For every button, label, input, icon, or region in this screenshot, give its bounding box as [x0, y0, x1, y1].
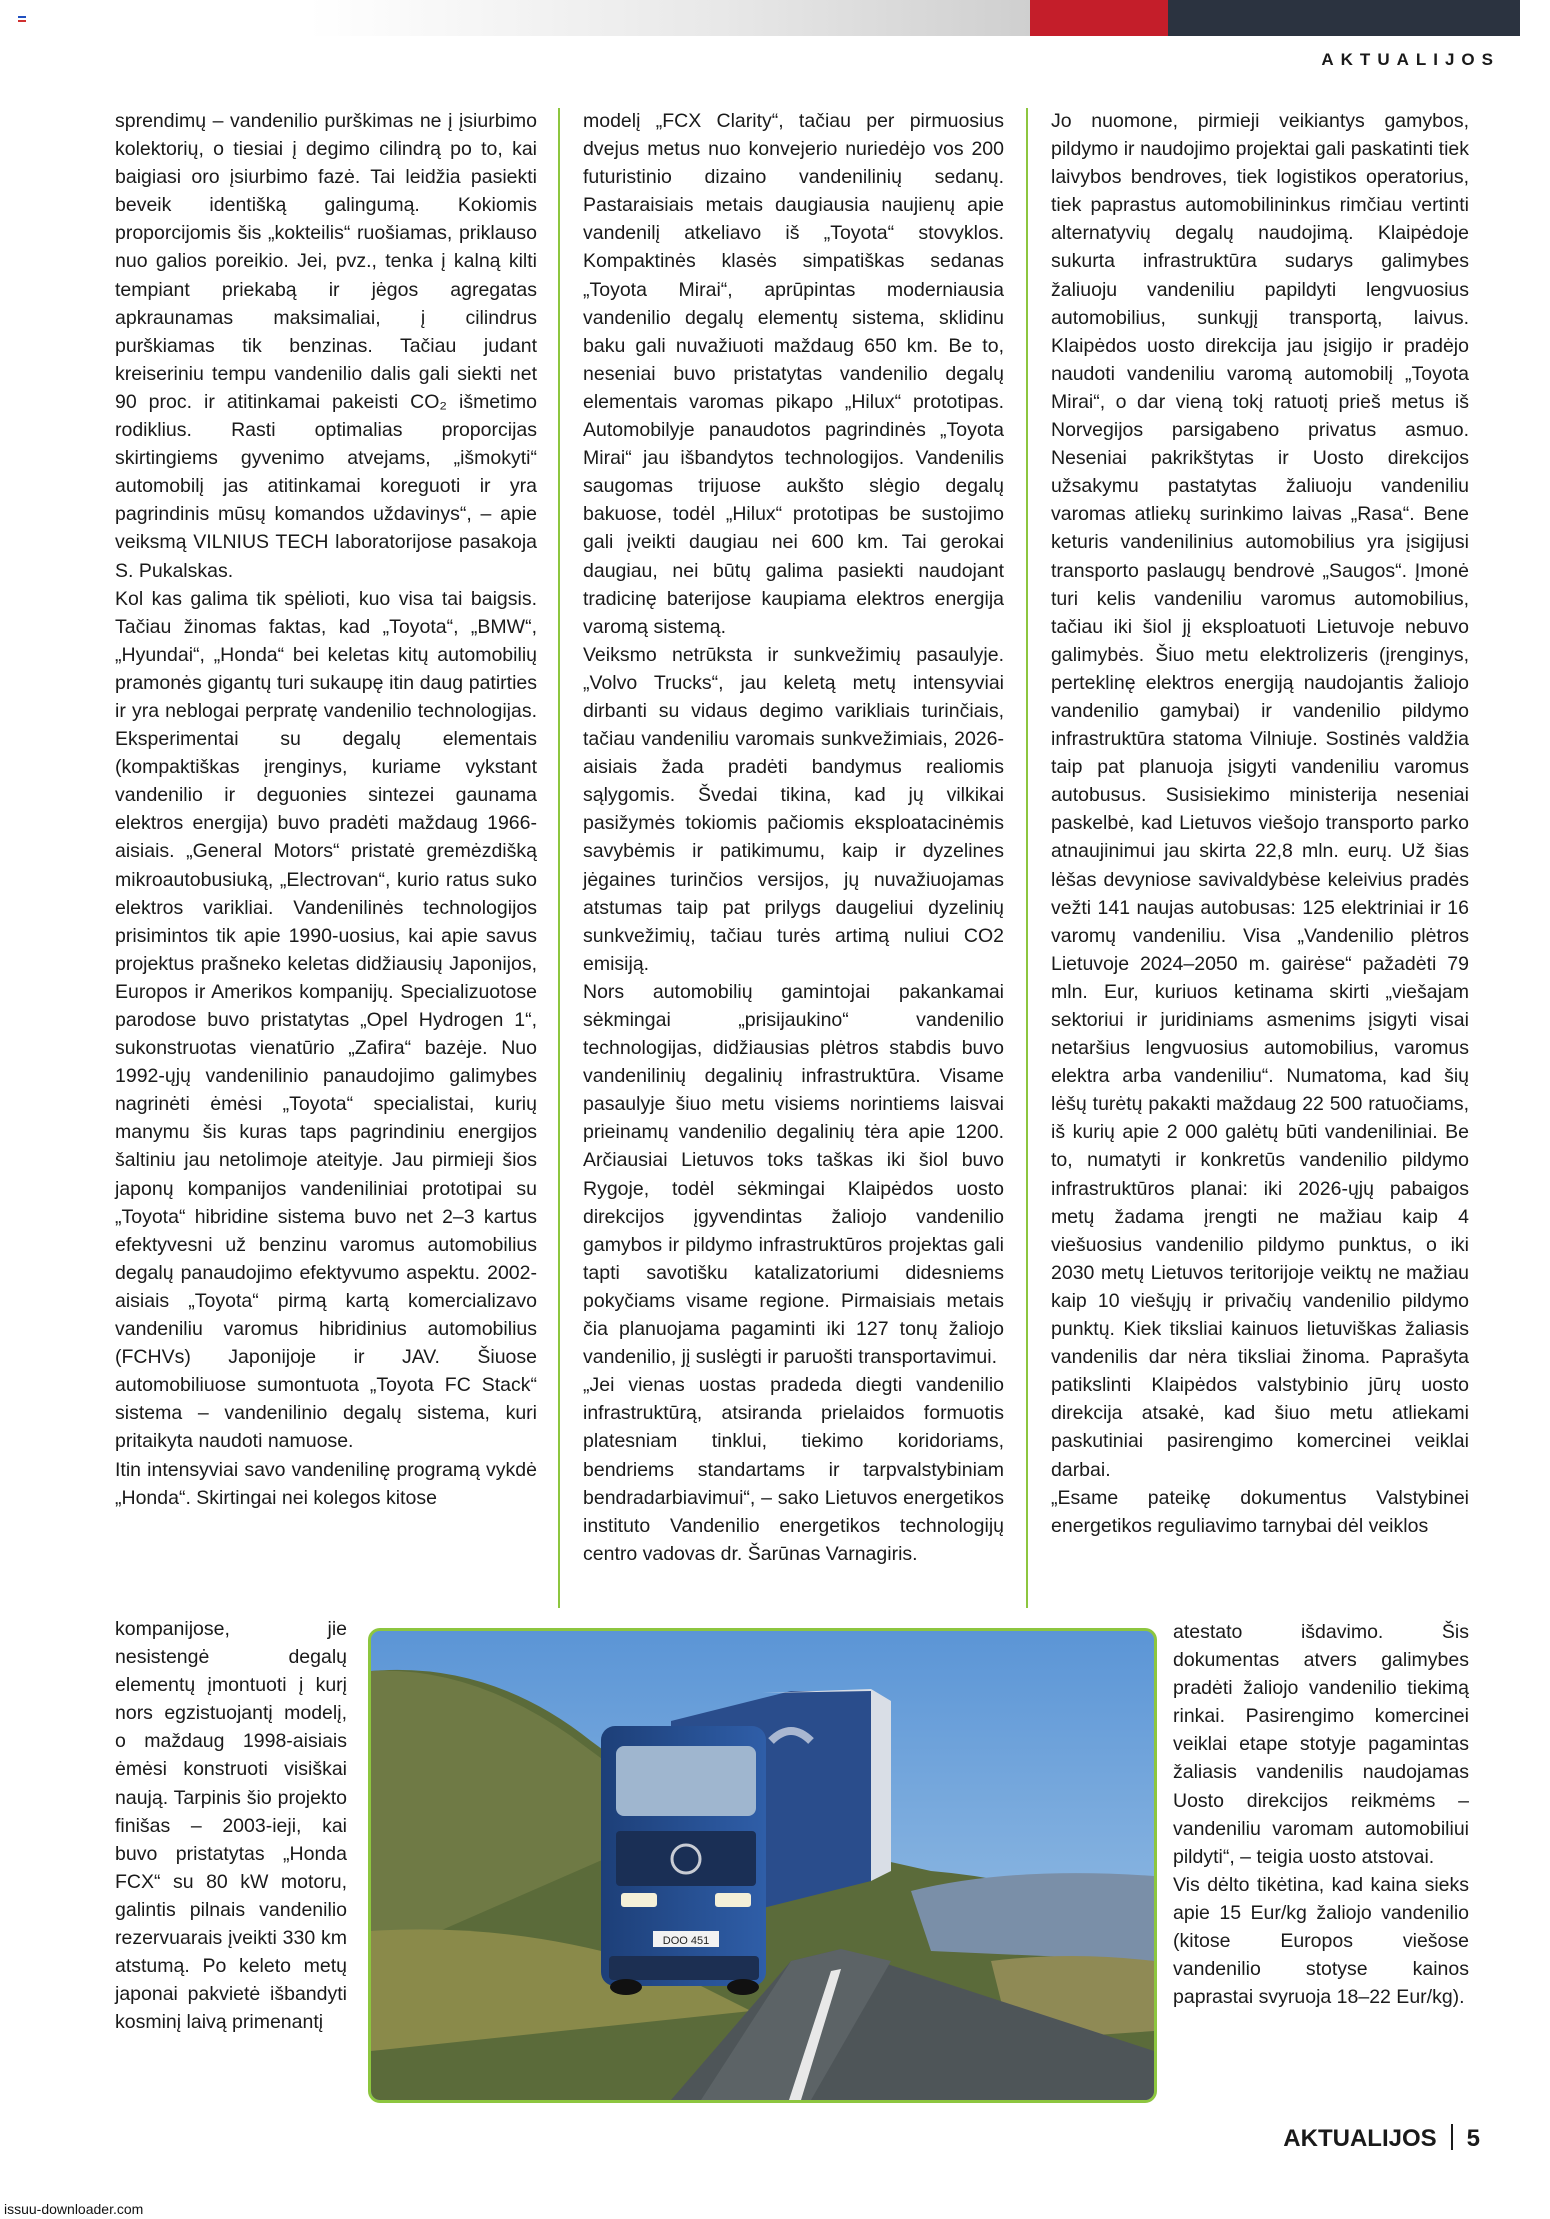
paragraph: modelį „FCX Clarity“, tačiau per pirmuosius dvejus metus nuo konvejerio nuriedėjo vos 200 futuristinio dizaino vandenilinių sedanų. Pastaraisiais metais daugiausia naujienų apie vandenilį atkeliavo iš „Toyota“ stovyklos. Kompaktinės klasės simpatiškas sedanas „Toyota Mirai“, aprūpintas moderniausia vandenilio degalų elementų sistema, sklidinu baku gali nuvažiuoti maždaug 650 km. Be to, neseniai buvo pristatytas vandenilio degalų elementais varomas pikapo „Hilux“ prototipas. Automobilyje panaudotos pagrindinės „Toyota Mirai“ jau išbandytos technologijos. Vandenilis saugomas trijuose aukšto slėgio degalų bakuose, todėl „Hilux“ prototipas be sustojimo gali įveikti daugiau nei 600 km. Tai gerokai daugiau, nei būtų galima pasiekti naudojant tradicinę baterijose kaupiama elektros energija varomą sistemą.	[583, 110, 1004, 638]
top-decorative-bar	[0, 0, 1550, 36]
article-column-2	[583, 107, 1004, 1568]
column-divider	[558, 108, 560, 1608]
article-column-1-wrap	[115, 1615, 347, 2036]
page-footer	[1283, 2124, 1480, 2153]
corner-mark-icon	[18, 16, 26, 18]
paragraph: atestato išdavimo. Šis dokumentas atvers galimybes pradėti žaliojo vandenilio tiekimą rinkai. Pasirengimo komercinei veiklai etape stotyje pagamintas žaliasis vandenilis naudojamas Uosto direkcijos reikmėms – vandeniliu varomam automobiliui pildyti“, – teigia uosto atstovai.	[1173, 1621, 1469, 1868]
top-bar-gradient	[0, 0, 1030, 36]
paragraph: Vis dėlto tikėtina, kad kaina sieks apie 15 Eur/kg žaliojo vandenilio (kitose Europos viešose vandenilio stotyse kainos paprastai svyruoja 18–22 Eur/kg).	[1173, 1873, 1469, 2009]
paragraph: Nors automobilių gamintojai pakankamai sėkmingai „prisijaukino“ vandenilio technologijas, didžiausias plėtros stabdis buvo vandenilinių degalinių infrastruktūra. Visame pasaulyje šiuo metu visiems norintiems laisvai prieinamų vandenilio degalinių tėra apie 1200. Arčiausiai Lietuvos toks taškas iki šiol buvo Rygoje, todėl sėkmingai Klaipėdos uosto direkcijos įgyvendintas žaliojo vandenilio gamybos ir pildymo infrastruktūros projektas gali tapti savotišku katalizatoriumi didesniems pokyčiams visame regione. Pirmaisiais metais čia planuojama pagaminti iki 127 tonų žaliojo vandenilio, jį suslėgti ir paruošti transportavimui.	[583, 980, 1004, 1369]
article-column-3-wrap	[1173, 1618, 1469, 2011]
footer-section: AKTUALIJOS	[1283, 2125, 1437, 2152]
paragraph: Kol kas galima tik spėlioti, kuo visa tai baigsis. Tačiau žinomas faktas, kad „Toyota“, „BMW“, „Hyundai“, „Honda“ bei keletas kitų automobilių pramonės gigantų turi sukaupę itin daug patirties ir yra neblogai perpratę vandenilio technologijas. Eksperimentai su degalų elementais (kompaktiškas įrenginys, kuriame vykstant vandenilio ir deguonies sintezei gaunama elektros energija) buvo pradėti maždaug 1966-aisiais. „General Motors“ pristatė gremėzdišką mikroautobusiuką, „Electrovan“, kurio ratus suko elektros varikliai. Vandenilinės technologijos prisimintos tik apie 1990-uosius, kai apie savus projektus prašneko keletas didžiausių Japonijos, Europos ir Amerikos kompanijų. Specializuotose parodose buvo pristatytas „Opel Hydrogen 1“, sukonstruotas vienatūrio „Zafira“ bazėje. Nuo 1992-ųjų vandenilinio panaudojimo galimybes nagrinėti ėmėsi „Toyota“ specialistai, kurių manymu šis kuras taps pagrindiniu energijos šaltiniu jau netolimoje ateityje. Jau pirmieji šios japonų kompanijos vandeniliniai prototipai su „Toyota“ hibridine sistema buvo net 2–3 kartus efektyvesni už benzinu varomus automobilius degalų panaudojimo efektyvumo aspektu. 2002-aisiais „Toyota“ pirmą kartą komercializavo vandeniliu varomus hibridinius automobilius (FCHVs) Japonijoje ir JAV. Šiuose automobiliuose sumontuota „Toyota FC Stack“ sistema – vandenilinio degalų sistema, kuri pritaikyta naudoti namuose.	[115, 587, 537, 1453]
paragraph: Veiksmo netrūksta ir sunkvežimių pasaulyje. „Volvo Trucks“, jau keletą metų intensyviai dirbanti su vidaus degimo varikliais turinčiais, tačiau vandeniliu varomais sunkvežimiais, 2026-aisiais žada pradėti bandymus realiomis sąlygomis. Švedai tikina, kad jų vilkikai pasižymės tokiomis pačiomis eksploatacinėmis savybėmis ir patikimumu, kaip ir dyzelines jėgaines turinčios versijos, jų nuvažiuojamas atstumas taip pat prilygs daugeliui dyzelinių sunkvežimių, tačiau turės artimą nuliui CO2 emisiją.	[583, 643, 1004, 975]
paragraph: „Jei vienas uostas pradeda diegti vandenilio infrastruktūrą, atsiranda prielaidos formuotis platesniam tinklui, tiekimo koridoriams, bendriems standartams ir tarpvalstybiniam bendradarbiavimui“, – sako Lietuvos energetikos instituto Vandenilio energetikos technologijų centro vadovas dr. Šarūnas Varnagiris.	[583, 1374, 1004, 1565]
article-column-1	[115, 107, 537, 1512]
footer-divider	[1451, 2124, 1453, 2150]
top-bar-navy-block	[1168, 0, 1520, 36]
section-header: AKTUALIJOS	[1321, 50, 1500, 69]
article-column-3	[1051, 107, 1469, 1540]
paragraph: kompanijose, jie nesistengė degalų elementų įmontuoti į kurį nors egzistuojantį modelį, o maždaug 1998-aisiais ėmėsi konstruoti visiškai naują. Tarpinis šio projekto finišas – 2003-ieji, kai buvo pristatytas „Honda FCX“ su 80 kW motoru, galintis pilnais vandenilio rezervuarais įveikti 330 km atstumą. Po keleto metų japonai pakvietė išbandyti kosminį laivą primenantį	[115, 1618, 347, 2034]
paragraph: Jo nuomone, pirmieji veikiantys gamybos, pildymo ir naudojimo projektai gali paskatinti tiek laivybos bendroves, tiek logistikos operatorius, tiek paprastus automobilininkus rimčiau vertinti alternatyvių degalų naudojimą. Klaipėdoje sukurta infrastruktūra sudarys galimybes žaliuoju vandeniliu papildyti lengvuosius automobilius, sunkųjį transportą, laivus. Klaipėdos uosto direkcija jau įsigijo ir pradėjo naudoti vandeniliu varomą automobilį „Toyota Mirai“, o dar vieną tokį ratuotį prieš metus iš Norvegijos parsigabeno privatus asmuo. Neseniai pakrikštytas ir Uosto direkcijos užsakymu pastatytas žaliuoju vandeniliu varomas atliekų surinkimo laivas „Rasa“. Bene keturis vandenilinius automobilius yra įsigijusi transporto paslaugų bendrovė „Saugos“. Įmonė turi kelis vandeniliu varomus automobilius, tačiau iki šiol jį eksploatuoti Lietuvoje nebuvo galimybės. Šiuo metu elektrolizeris (įrenginys, perteklinę elektros energiją naudojantis žaliojo vandenilio gamybai) ir vandenilio pildymo infrastruktūra statoma Vilniuje. Sostinės valdžia taip pat planuoja įsigyti vandeniliu varomus autobusus. Susisiekimo ministerija neseniai paskelbė, kad Lietuvos viešojo transporto parko atnaujinimui jau skirta 22,8 mln. eurų. Už šias lėšas devyniose savivaldybėse keleivius pradės vežti 141 naujas autobusas: 125 elektriniai ir 16 varomų vandeniliu. Visa „Vandenilio plėtros Lietuvoje 2024–2050 m. gairėse“ pažadėti 79 mln. Eur, kuriuos ketinama skirti „viešajam sektoriui ir juridiniams asmenims įsigyti visai netaršius lengvuosius automobilius, varomus elektra arba vandeniliu“. Numatoma, kad šių lėšų turėtų pakakti maždaug 22 500 ratuočiams, iš kurių apie 2 000 galėtų būti vandeniliniai. Be to, numatyti ir konkretūs vandenilio pildymo infrastruktūros planai: iki 2026-ųjų pabaigos metų žadama įrengti ne mažiau kaip 4 viešuosius vandenilio pildymo punktus, o iki 2030 metų Lietuvos teritorijoje veiktų ne mažiau kaip 10 viešųjų ir privačių vandenilio pildymo punktų. Kiek tiksliai kainuos lietuviškas žaliasis vandenilis dar nėra tiksliai žinoma. Paprašyta patikslinti Klaipėdos valstybinio jūrų uosto direkcija atsakė, kad šiuo metu atliekami paskutiniai pasirengimo komercinei veiklai darbai.	[1051, 110, 1469, 1481]
page-number: 5	[1466, 2125, 1480, 2152]
column-divider	[1026, 108, 1028, 1608]
top-bar-red-block	[1030, 0, 1168, 36]
license-plate: DOO 451	[662, 1935, 710, 1947]
truck-photo	[368, 1628, 1157, 2103]
paragraph: „Esame pateikę dokumentus Valstybinei energetikos reguliavimo tarnybai dėl veiklos	[1051, 1486, 1469, 1537]
paragraph: Itin intensyviai savo vandenilinę programą vykdė „Honda“. Skirtingai nei kolegos kitose	[115, 1458, 537, 1509]
truck-illustration	[371, 1631, 1154, 2100]
paragraph: sprendimų – vandenilio purškimas ne į įsiurbimo kolektorių, o tiesiai į degimo cilindrą po to, kai baigiasi oro įsiurbimo fazė. Tai leidžia pasiekti beveik identišką galingumą. Kokiomis proporcijomis šis „kokteilis“ ruošiamas, priklauso nuo galios poreikio. Jei, pvz., tenka į kalną kilti tempiant priekabą ir jėgos agregatas apkraunamas maksimaliai, į cilindrus purškiamas tik benzinas. Tačiau judant kreiseriniu tempu vandenilio dalis gali siekti net 90 proc. ir atitinkamai pakeisti CO₂ išmetimo rodiklius. Rasti optimalias proporcijas skirtingiems gyvenimo atvejams, „išmokyti“ automobilį jas atitinkamai koreguoti ir yra pagrindinis mūsų komandos uždavinys“, – apie veiksmą VILNIUS TECH laboratorijose pasakoja S. Pukalskas.	[115, 110, 537, 582]
watermark: issuu-downloader.com	[4, 2201, 144, 2217]
